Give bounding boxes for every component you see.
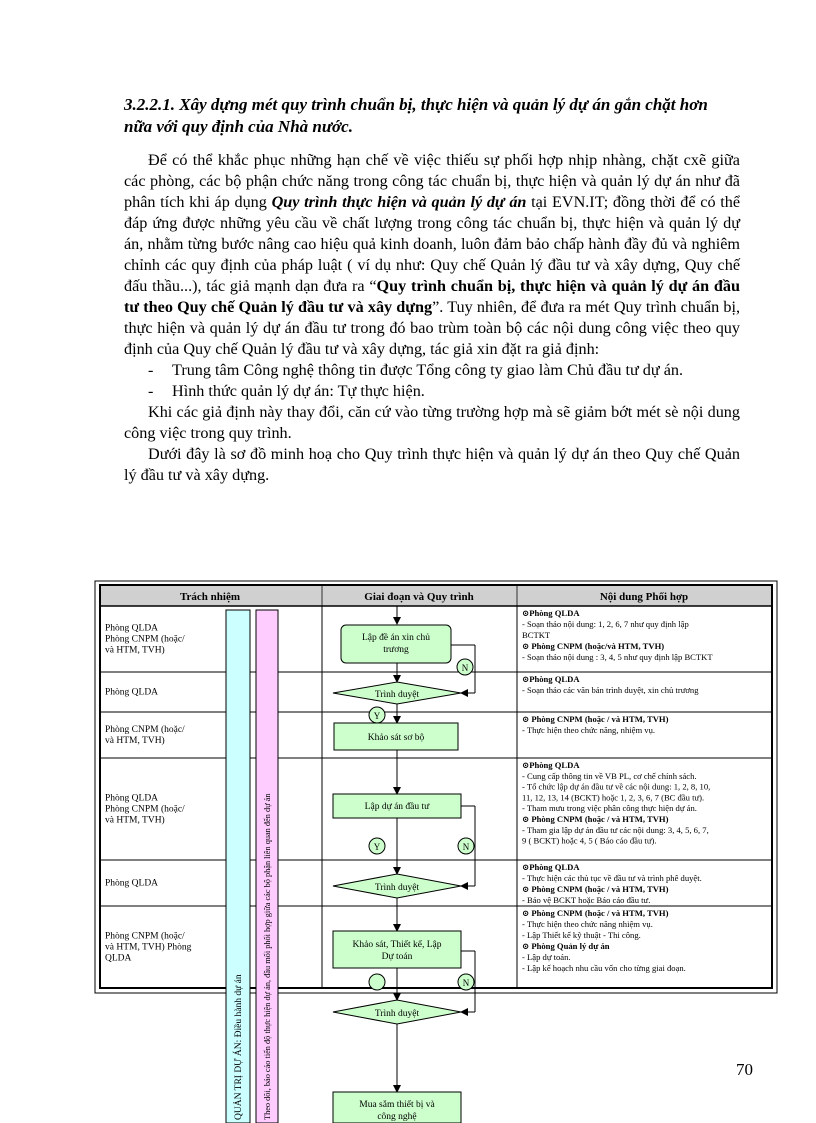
- step-design-estimate-label-line-2: Dự toán: [381, 952, 413, 962]
- coordination-task: - Thực hiện theo chức năng, nhiệm vụ.: [522, 725, 656, 735]
- coordination-party: ⊙ Phòng CNPM (hoặc / và HTM, TVH): [522, 814, 669, 824]
- coordination-task: - Lập Thiết kế kỹ thuật - Thi công.: [522, 930, 641, 940]
- responsibility-text: và HTM, TVH) Phòng: [105, 942, 192, 953]
- paragraph-1-part-3: ”. Tuy nhiên, để đưa ra mét Quy trình chuẩn bị, thực hiện và quản lý dự án đầu tư trong đó bao trùm toàn bộ các nội dung công việc theo quy định của Quy chế Quản lý đầu tư và xây dựng, tác giả xin đặt ra giả định:: [124, 298, 741, 358]
- coordination-party: ⊙ Phòng CNPM (hoặc / và HTM, TVH): [522, 908, 669, 918]
- coordination-task: - Soạn thảo nội dung: 1, 2, 6, 7 như quy định lập: [522, 619, 689, 629]
- coordination-task: - Bảo vệ BCKT hoặc Báo cáo đầu tư.: [522, 895, 651, 905]
- coordination-party: ⊙Phòng QLDA: [522, 862, 580, 872]
- coordination-task: - Tham mưu trong việc phân công thực hiện dự án.: [522, 803, 697, 814]
- svg-text:N: N: [461, 663, 469, 673]
- paragraph-1-part-1: Để có thể khắc phục những hạn chế về việc thiếu sự phối hợp nhịp nhàng, chặt cxẽ giữa các phòng, các bộ phận chức năng trong công tác chuẩn bị, thực hiện và quản lý dự án như đã phân tích khi áp dụng: [124, 151, 740, 211]
- coordination-party: ⊙ Phòng Quản lý dự án: [522, 941, 610, 951]
- responsibility-text: và HTM, TVH): [105, 815, 165, 826]
- connector-yes-2: [369, 838, 385, 854]
- coordination-task: 11, 12, 13, 14 (BCKT) hoặc 1, 2, 3, 6, 7 (BC đầu tư).: [522, 792, 705, 803]
- responsibility-text: và HTM, TVH): [105, 645, 165, 656]
- coordination-task: - Soạn thảo các văn bản trình duyệt, xin chủ trương: [522, 685, 699, 695]
- step-design-estimate-label-line-1: Khảo sát, Thiết kế, Lập: [352, 940, 442, 950]
- connector-no-2: [458, 838, 474, 854]
- responsibility-text: Phòng CNPM (hoặc/: [105, 634, 185, 645]
- step-project-proposal-label-line-2: trương: [383, 645, 409, 655]
- bullet-dash: -: [148, 361, 154, 379]
- connector-yes-3: [369, 974, 385, 990]
- responsibility-text: Phòng QLDA: [105, 793, 159, 804]
- bullet-text: Hình thức quản lý dự án: Tự thực hiện.: [172, 382, 425, 400]
- paragraph-1-emphasis-2: Quy trình chuẩn bị, thực hiện và quản lý dự án đầu tư theo Quy chế Quản lý đầu tư và xây dựng: [124, 277, 740, 316]
- decision-approval-2-label: Trình duyệt: [374, 883, 420, 893]
- paragraph-1-part-2: tại EVN.IT; đồng thời để có thể đáp ứng được những yêu cầu về chất lượng trong công tác chuẩn bị, thực hiện và quản lý dự án, nhằm từng bước nâng cao hiệu quả kinh doanh, luôn đảm bảo chấp hành đầy đủ và nghiêm chỉnh các quy định của pháp luật ( ví dụ như: Quy chế Quản lý đầu tư và xây dựng, Quy chế đấu thầu...), tác giả mạnh dạn đưa ra “: [124, 193, 741, 295]
- connector-no-1: [457, 659, 473, 675]
- header-process: Giai đoạn và Quy trình: [364, 591, 474, 603]
- project-management-bar-label: QUẢN TRỊ DỰ ÁN: Điều hành dự án: [234, 974, 244, 1120]
- coordination-party: ⊙Phòng QLDA: [522, 674, 580, 684]
- coordination-task: BCTKT: [522, 630, 551, 640]
- progress-tracking-bar-label: Theo dõi, báo cáo tiến độ thực hiện dự án, đầu mối phối hợp giữa các bộ phận liên quan đến dự án: [263, 793, 272, 1120]
- responsibility-text: Phòng CNPM (hoặc/: [105, 725, 185, 735]
- coordination-party: ⊙ Phòng CNPM (hoặc / và HTM, TVH): [522, 714, 669, 724]
- connector-no-3: [458, 974, 474, 990]
- page-number: 70: [736, 1060, 753, 1079]
- paragraph-1-emphasis-1: Quy trình thực hiện và quản lý dự án: [271, 193, 527, 211]
- svg-text:N: N: [462, 978, 470, 988]
- svg-text:Y: Y: [373, 842, 381, 852]
- coordination-task: - Tổ chức lập dự án đầu tư về các nội dung: 1, 2, 8, 10,: [522, 781, 711, 792]
- coordination-party: ⊙Phòng QLDA: [522, 608, 580, 618]
- coordination-party: ⊙ Phòng CNPM (hoặc/và HTM, TVH): [522, 641, 665, 651]
- step-project-proposal: [341, 625, 451, 663]
- connector-yes-1: [369, 707, 385, 723]
- step-project-proposal-label-line-1: Lập đề án xin chủ: [361, 633, 431, 643]
- coordination-task: - Soạn thảo nội dung : 3, 4, 5 như quy định lập BCTKT: [522, 652, 713, 662]
- step-equipment-procurement-label-line-1: Mua sắm thiết bị và: [359, 1100, 435, 1110]
- paragraph-2: Khi các giả định này thay đổi, căn cứ vào từng trường hợp mà sẽ giảm bớt mét sè nội dung công việc trong quy trình.: [124, 403, 740, 442]
- coordination-task: - Tham gia lập dự án đầu tư các nội dung: 3, 4, 5, 6, 7,: [522, 824, 709, 835]
- header-coordination: Nội dung Phối hợp: [599, 591, 689, 603]
- paragraph-3: Dưới đây là sơ đồ minh hoạ cho Quy trình thực hiện và quản lý dự án theo Quy chế Quản lý đầu tư và xây dựng.: [124, 445, 740, 484]
- decision-approval-3-label: Trình duyệt: [374, 1009, 420, 1019]
- step-preliminary-survey-label: Khảo sát sơ bộ: [367, 733, 425, 743]
- coordination-party: ⊙ Phòng CNPM (hoặc / và HTM, TVH): [522, 884, 669, 894]
- responsibility-text: Phòng CNPM (hoặc/: [105, 804, 185, 815]
- decision-approval-1-label: Trình duyệt: [374, 690, 420, 700]
- coordination-task: - Thực hiện các thủ tục về đầu tư và trình phê duyệt.: [522, 873, 702, 883]
- responsibility-text: Phòng QLDA: [105, 623, 159, 634]
- responsibility-text: Phòng QLDA: [105, 687, 159, 698]
- responsibility-text: QLDA: [105, 953, 132, 964]
- bullet-dash: -: [148, 382, 154, 400]
- coordination-task: - Thực hiện theo chức năng nhiệm vụ.: [522, 919, 653, 929]
- svg-text:Y: Y: [373, 711, 381, 721]
- header-responsibility: Trách nhiệm: [180, 591, 240, 603]
- step-investment-project-label: Lập dự án đầu tư: [364, 802, 430, 812]
- responsibility-text: Phòng CNPM (hoặc/: [105, 931, 185, 942]
- step-equipment-procurement-label-line-2: công nghệ: [377, 1112, 417, 1122]
- responsibility-text: và HTM, TVH): [105, 736, 165, 746]
- coordination-task: - Lập kế hoạch nhu cầu vốn cho từng giai đoạn.: [522, 963, 686, 973]
- bullet-text: Trung tâm Công nghệ thông tin được Tổng công ty giao làm Chủ đầu tư dự án.: [172, 361, 684, 379]
- coordination-party: ⊙Phòng QLDA: [522, 760, 580, 770]
- responsibility-text: Phòng QLDA: [105, 878, 159, 889]
- coordination-task: - Cung cấp thông tin về VB PL, cơ chế chính sách.: [522, 770, 697, 781]
- coordination-task: - Lập dự toán.: [522, 952, 571, 962]
- coordination-task: 9 ( BCKT) hoặc 4, 5 ( Báo cáo đầu tư).: [522, 835, 657, 846]
- section-heading: 3.2.2.1. Xây dựng mét quy trình chuẩn bị, thực hiện và quản lý dự án gắn chặt hơn nữa với quy định của Nhà nước.: [124, 95, 708, 136]
- svg-text:N: N: [462, 842, 470, 852]
